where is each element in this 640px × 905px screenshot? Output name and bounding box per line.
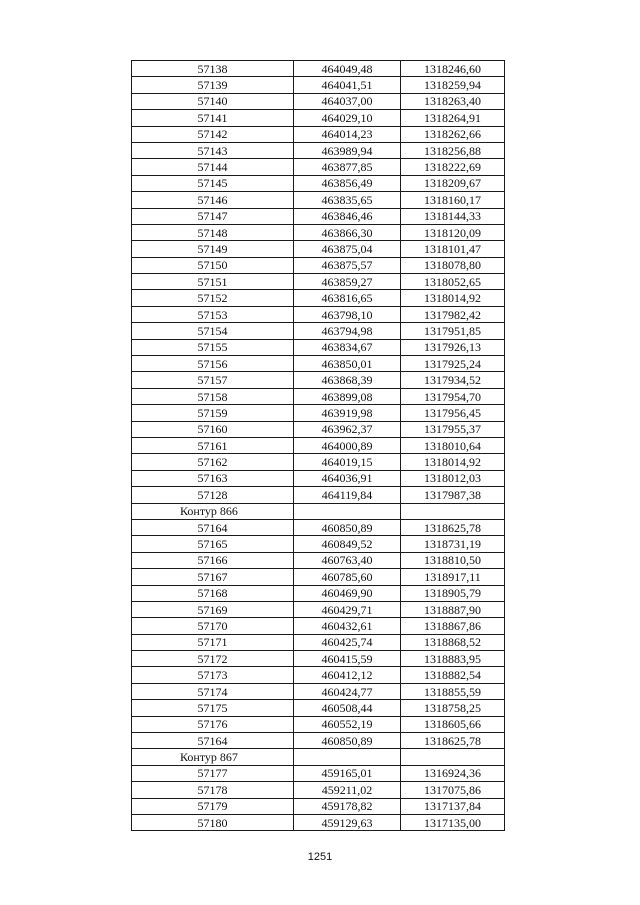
- table-row: [132, 110, 505, 126]
- y-coordinate-cell: 1318810,50: [401, 552, 505, 568]
- x-coordinate-cell: 464029,10: [294, 110, 401, 126]
- point-number-cell: 57177: [132, 765, 294, 781]
- table-row: [132, 290, 505, 306]
- table-row: [132, 356, 505, 372]
- point-number-cell: 57173: [132, 667, 294, 683]
- point-number-cell: 57158: [132, 388, 294, 404]
- point-number-cell: 57179: [132, 798, 294, 814]
- x-coordinate-cell: 463794,98: [294, 323, 401, 339]
- point-number-cell: 57141: [132, 110, 294, 126]
- y-coordinate-cell: 1318625,78: [401, 733, 505, 749]
- y-coordinate-cell: 1317926,13: [401, 339, 505, 355]
- y-coordinate-cell: 1317934,52: [401, 372, 505, 388]
- x-coordinate-cell: 460763,40: [294, 552, 401, 568]
- x-coordinate-cell: 463846,46: [294, 208, 401, 224]
- y-coordinate-cell: 1318222,69: [401, 159, 505, 175]
- table-row: [132, 257, 505, 273]
- x-coordinate-cell: 460429,71: [294, 601, 401, 617]
- y-coordinate-cell: 1318014,92: [401, 454, 505, 470]
- x-coordinate-cell: 464049,48: [294, 61, 401, 77]
- x-coordinate-cell: 463989,94: [294, 142, 401, 158]
- coordinates-table-body: [132, 61, 505, 831]
- table-row: [132, 224, 505, 240]
- table-row: [132, 814, 505, 830]
- x-coordinate-cell: 464019,15: [294, 454, 401, 470]
- x-coordinate-cell: 463962,37: [294, 421, 401, 437]
- contour-header-row: [132, 503, 505, 519]
- y-coordinate-cell: 1317925,24: [401, 356, 505, 372]
- table-row: [132, 77, 505, 93]
- x-coordinate-cell: 460432,61: [294, 618, 401, 634]
- y-coordinate-cell: 1318867,86: [401, 618, 505, 634]
- x-coordinate-cell: 460469,90: [294, 585, 401, 601]
- y-coordinate-cell: 1318855,59: [401, 683, 505, 699]
- x-coordinate-cell: 463856,49: [294, 175, 401, 191]
- x-coordinate-cell: 463834,67: [294, 339, 401, 355]
- point-number-cell: 57176: [132, 716, 294, 732]
- table-row: [132, 405, 505, 421]
- x-coordinate-cell: 464037,00: [294, 93, 401, 109]
- table-row: [132, 61, 505, 77]
- point-number-cell: 57138: [132, 61, 294, 77]
- x-coordinate-cell: 460849,52: [294, 536, 401, 552]
- y-coordinate-cell: 1318120,09: [401, 224, 505, 240]
- x-coordinate-cell: 463866,30: [294, 224, 401, 240]
- table-row: [132, 765, 505, 781]
- x-coordinate-cell: 463850,01: [294, 356, 401, 372]
- x-coordinate-cell: 460424,77: [294, 683, 401, 699]
- y-coordinate-cell: 1318625,78: [401, 519, 505, 535]
- point-number-cell: 57156: [132, 356, 294, 372]
- table-row: [132, 437, 505, 453]
- y-coordinate-cell: 1318882,54: [401, 667, 505, 683]
- y-coordinate-cell: 1318012,03: [401, 470, 505, 486]
- point-number-cell: 57164: [132, 733, 294, 749]
- point-number-cell: 57152: [132, 290, 294, 306]
- contour-label: Контур 866: [132, 503, 294, 519]
- table-row: [132, 700, 505, 716]
- x-coordinate-cell: 463875,04: [294, 241, 401, 257]
- table-row: [132, 175, 505, 191]
- point-number-cell: 57178: [132, 782, 294, 798]
- table-row: [132, 519, 505, 535]
- point-number-cell: 57170: [132, 618, 294, 634]
- table-row: [132, 323, 505, 339]
- x-coordinate-cell: 459211,02: [294, 782, 401, 798]
- y-coordinate-cell: 1318731,19: [401, 536, 505, 552]
- point-number-cell: 57165: [132, 536, 294, 552]
- y-coordinate-cell: 1318256,88: [401, 142, 505, 158]
- contour-label: Контур 867: [132, 749, 294, 765]
- y-coordinate-cell: 1317955,37: [401, 421, 505, 437]
- point-number-cell: 57164: [132, 519, 294, 535]
- point-number-cell: 57157: [132, 372, 294, 388]
- x-coordinate-cell: 463899,08: [294, 388, 401, 404]
- y-coordinate-cell: 1317135,00: [401, 814, 505, 830]
- y-coordinate-cell: 1318160,17: [401, 192, 505, 208]
- x-coordinate-cell: 463868,39: [294, 372, 401, 388]
- x-coordinate-cell: 460552,19: [294, 716, 401, 732]
- point-number-cell: 57174: [132, 683, 294, 699]
- table-row: [132, 798, 505, 814]
- point-number-cell: 57140: [132, 93, 294, 109]
- table-row: [132, 306, 505, 322]
- x-coordinate-cell: 463919,98: [294, 405, 401, 421]
- x-coordinate-cell: 460785,60: [294, 569, 401, 585]
- x-coordinate-cell: 460415,59: [294, 651, 401, 667]
- point-number-cell: 57128: [132, 487, 294, 503]
- x-coordinate-cell: 463875,57: [294, 257, 401, 273]
- table-row: [132, 585, 505, 601]
- y-coordinate-cell: 1318758,25: [401, 700, 505, 716]
- point-number-cell: 57166: [132, 552, 294, 568]
- table-row: [132, 208, 505, 224]
- y-coordinate-cell: 1317137,84: [401, 798, 505, 814]
- page-number: 1251: [307, 851, 333, 863]
- point-number-cell: 57171: [132, 634, 294, 650]
- point-number-cell: 57149: [132, 241, 294, 257]
- y-coordinate-cell: 1317075,86: [401, 782, 505, 798]
- table-row: [132, 487, 505, 503]
- point-number-cell: 57146: [132, 192, 294, 208]
- point-number-cell: 57180: [132, 814, 294, 830]
- table-row: [132, 667, 505, 683]
- y-coordinate-cell: 1318883,95: [401, 651, 505, 667]
- x-coordinate-cell: 464041,51: [294, 77, 401, 93]
- point-number-cell: 57163: [132, 470, 294, 486]
- point-number-cell: 57147: [132, 208, 294, 224]
- y-coordinate-cell: 1318264,91: [401, 110, 505, 126]
- table-row: [132, 421, 505, 437]
- point-number-cell: 57162: [132, 454, 294, 470]
- table-row: [132, 683, 505, 699]
- contour-empty-y: [401, 749, 505, 765]
- y-coordinate-cell: 1318868,52: [401, 634, 505, 650]
- table-row: [132, 552, 505, 568]
- x-coordinate-cell: 464014,23: [294, 126, 401, 142]
- y-coordinate-cell: 1318605,66: [401, 716, 505, 732]
- x-coordinate-cell: 460850,89: [294, 733, 401, 749]
- y-coordinate-cell: 1318917,11: [401, 569, 505, 585]
- table-row: [132, 601, 505, 617]
- table-row: [132, 716, 505, 732]
- table-row: [132, 192, 505, 208]
- y-coordinate-cell: 1317951,85: [401, 323, 505, 339]
- x-coordinate-cell: 459129,63: [294, 814, 401, 830]
- x-coordinate-cell: 463798,10: [294, 306, 401, 322]
- table-row: [132, 372, 505, 388]
- y-coordinate-cell: 1317987,38: [401, 487, 505, 503]
- contour-empty-x: [294, 503, 401, 519]
- table-row: [132, 274, 505, 290]
- point-number-cell: 57151: [132, 274, 294, 290]
- point-number-cell: 57175: [132, 700, 294, 716]
- table-row: [132, 536, 505, 552]
- x-coordinate-cell: 463816,65: [294, 290, 401, 306]
- y-coordinate-cell: 1318905,79: [401, 585, 505, 601]
- y-coordinate-cell: 1318209,67: [401, 175, 505, 191]
- table-row: [132, 159, 505, 175]
- contour-empty-y: [401, 503, 505, 519]
- x-coordinate-cell: 463859,27: [294, 274, 401, 290]
- x-coordinate-cell: 460425,74: [294, 634, 401, 650]
- point-number-cell: 57155: [132, 339, 294, 355]
- x-coordinate-cell: 459178,82: [294, 798, 401, 814]
- table-row: [132, 241, 505, 257]
- x-coordinate-cell: 460412,12: [294, 667, 401, 683]
- point-number-cell: 57167: [132, 569, 294, 585]
- table-row: [132, 339, 505, 355]
- point-number-cell: 57160: [132, 421, 294, 437]
- contour-header-row: [132, 749, 505, 765]
- y-coordinate-cell: 1318259,94: [401, 77, 505, 93]
- point-number-cell: 57154: [132, 323, 294, 339]
- point-number-cell: 57145: [132, 175, 294, 191]
- point-number-cell: 57142: [132, 126, 294, 142]
- table-row: [132, 618, 505, 634]
- y-coordinate-cell: 1318078,80: [401, 257, 505, 273]
- x-coordinate-cell: 463835,65: [294, 192, 401, 208]
- table-row: [132, 126, 505, 142]
- y-coordinate-cell: 1318246,60: [401, 61, 505, 77]
- y-coordinate-cell: 1318014,92: [401, 290, 505, 306]
- point-number-cell: 57144: [132, 159, 294, 175]
- x-coordinate-cell: 464000,89: [294, 437, 401, 453]
- y-coordinate-cell: 1317982,42: [401, 306, 505, 322]
- y-coordinate-cell: 1318144,33: [401, 208, 505, 224]
- table-row: [132, 454, 505, 470]
- y-coordinate-cell: 1318887,90: [401, 601, 505, 617]
- x-coordinate-cell: 464036,91: [294, 470, 401, 486]
- table-row: [132, 569, 505, 585]
- point-number-cell: 57172: [132, 651, 294, 667]
- x-coordinate-cell: 460508,44: [294, 700, 401, 716]
- table-row: [132, 651, 505, 667]
- y-coordinate-cell: 1318262,66: [401, 126, 505, 142]
- x-coordinate-cell: 463877,85: [294, 159, 401, 175]
- point-number-cell: 57159: [132, 405, 294, 421]
- y-coordinate-cell: 1317954,70: [401, 388, 505, 404]
- table-row: [132, 388, 505, 404]
- y-coordinate-cell: 1318263,40: [401, 93, 505, 109]
- table-row: [132, 470, 505, 486]
- table-row: [132, 782, 505, 798]
- x-coordinate-cell: 459165,01: [294, 765, 401, 781]
- point-number-cell: 57168: [132, 585, 294, 601]
- table-row: [132, 142, 505, 158]
- point-number-cell: 57148: [132, 224, 294, 240]
- y-coordinate-cell: 1318101,47: [401, 241, 505, 257]
- contour-empty-x: [294, 749, 401, 765]
- table-row: [132, 733, 505, 749]
- point-number-cell: 57169: [132, 601, 294, 617]
- table-row: [132, 93, 505, 109]
- coordinates-table: [131, 60, 505, 831]
- point-number-cell: 57153: [132, 306, 294, 322]
- x-coordinate-cell: 464119,84: [294, 487, 401, 503]
- point-number-cell: 57161: [132, 437, 294, 453]
- point-number-cell: 57143: [132, 142, 294, 158]
- y-coordinate-cell: 1318052,65: [401, 274, 505, 290]
- y-coordinate-cell: 1318010,64: [401, 437, 505, 453]
- y-coordinate-cell: 1316924,36: [401, 765, 505, 781]
- point-number-cell: 57150: [132, 257, 294, 273]
- x-coordinate-cell: 460850,89: [294, 519, 401, 535]
- point-number-cell: 57139: [132, 77, 294, 93]
- table-row: [132, 634, 505, 650]
- y-coordinate-cell: 1317956,45: [401, 405, 505, 421]
